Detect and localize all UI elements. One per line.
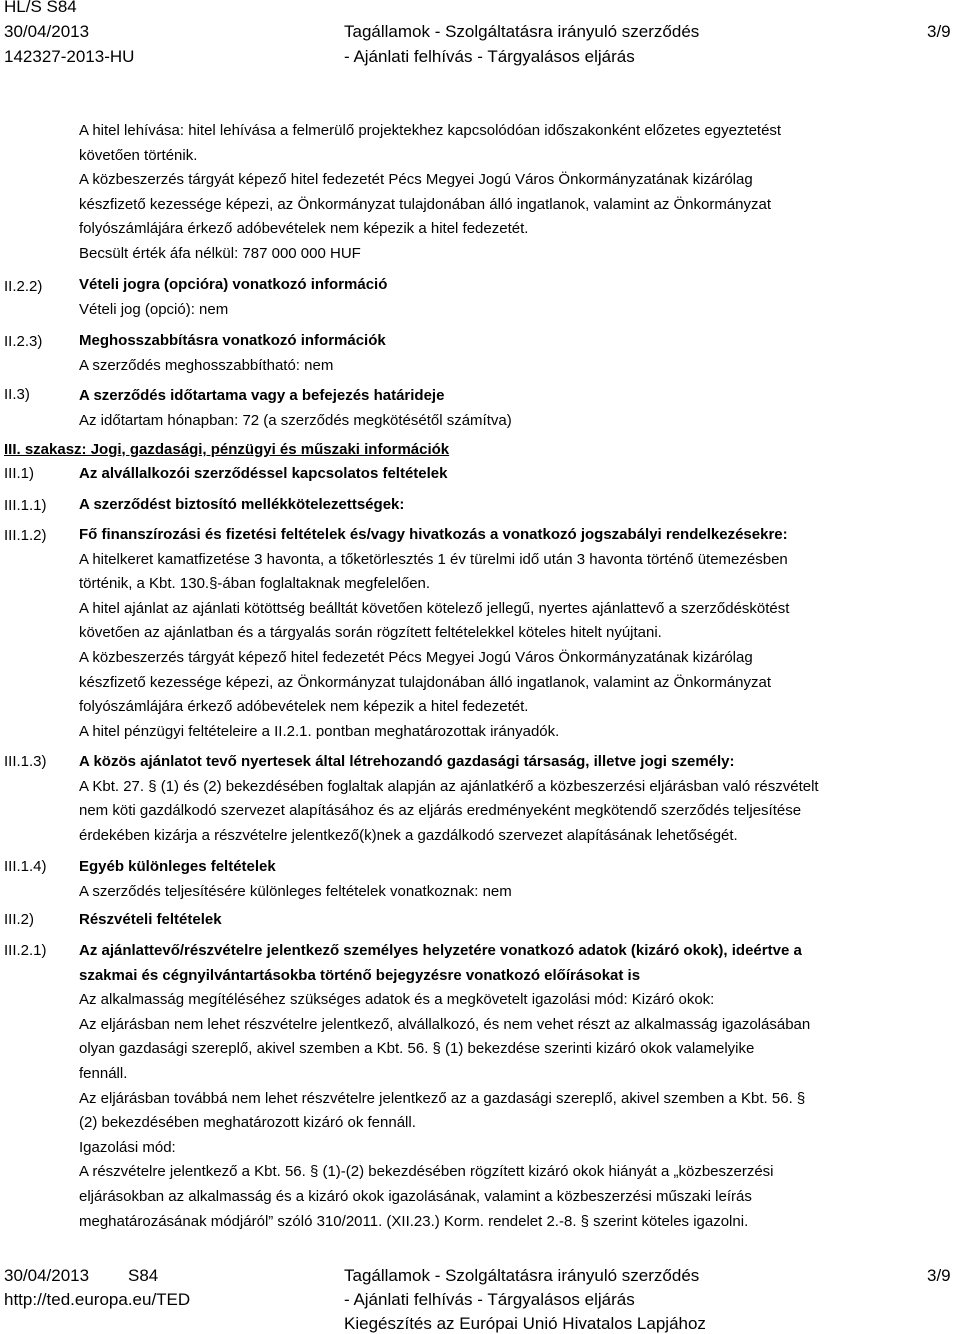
section-heading: Részvételi feltételek bbox=[79, 911, 222, 928]
section-number-iii1: III.1) bbox=[4, 465, 35, 482]
section-number-iii2: III.2) bbox=[4, 911, 35, 928]
section-number-iii12: III.1.2) bbox=[4, 527, 47, 544]
header-date: 30/04/2013 bbox=[4, 22, 90, 41]
header-title-line1: Tagállamok - Szolgáltatásra irányuló szerződés bbox=[344, 22, 700, 41]
section-line: A hitel ajánlat az ajánlati kötöttség beálltát követően kötelező jellegű, nyertes ajánlattevő a szerződéskötést bbox=[79, 599, 790, 617]
section-number-iii11: III.1.1) bbox=[4, 497, 47, 514]
section-line: Az eljárásban továbbá nem lehet részvételre jelentkező az a gazdasági szereplő, akivel szemben a Kbt. 56. § bbox=[79, 1089, 806, 1107]
section-line: A Kbt. 27. § (1) és (2) bekezdésében foglaltak alapján az ajánlatkérő a közbeszerzési eljárásban való részvételt bbox=[79, 777, 819, 795]
section-iii1 bbox=[79, 462, 955, 487]
intro-line: folyószámlájára érkező adóbevételek nem képezik a hitel fedezetét. bbox=[79, 220, 529, 238]
section-line: történik, a Kbt. 130.§-ában foglaltaknak megfelelően. bbox=[79, 575, 431, 593]
section-line: Az alkalmasság megítéléséhez szükséges adatok és a megkövetelt igazolási mód: Kizáró okok: bbox=[79, 991, 715, 1009]
section-heading: A szerződést biztosító mellékkötelezettségek: bbox=[79, 496, 405, 513]
section-line: (2) bekezdésében meghatározott kizáró ok fennáll. bbox=[79, 1114, 416, 1132]
section-heading: Vételi jogra (opcióra) vonatkozó információ bbox=[79, 276, 388, 293]
section-text: A szerződés teljesítésére különleges feltételek vonatkoznak: nem bbox=[79, 882, 512, 900]
section-line: olyan gazdasági szereplő, akivel szemben a Kbt. 56. § (1) bekezdése szerinti kizáró okok valamelyike bbox=[79, 1040, 755, 1058]
section-heading: Meghosszabbításra vonatkozó információk bbox=[79, 332, 386, 349]
section-text: Vételi jog (opció): nem bbox=[79, 300, 229, 318]
section-iii11 bbox=[79, 493, 955, 518]
section-ii3 bbox=[79, 384, 955, 433]
section-text: Az időtartam hónapban: 72 (a szerződés megkötésétől számítva) bbox=[79, 411, 512, 429]
section-iii21 bbox=[79, 939, 955, 1234]
doc-code: HL/S S84 bbox=[4, 0, 77, 16]
section-heading: Fő finanszírozási és fizetési feltételek és/vagy hivatkozás a vonatkozó jogszabályi rendelkezésekre: bbox=[79, 526, 788, 543]
section-line: meghatározásának módjáról” szóló 310/2011. (XII.23.) Korm. rendelet 2.-8. § szerint köteles igazolni. bbox=[79, 1212, 749, 1230]
intro-line: készfizető kezessége képezi, az Önkormányzat tulajdonában álló ingatlanok, valamint az Önkormányzat bbox=[79, 195, 772, 213]
section-line: Az eljárásban nem lehet részvételre jelentkező, alvállalkozó, és nem vehet részt az alkalmasság igazolásában bbox=[79, 1015, 811, 1033]
section-line: követően az ajánlatban és a tárgyalás során rögzített feltételekkel köteles hitelt nyújtani. bbox=[79, 624, 662, 642]
section-ii23 bbox=[79, 329, 955, 378]
section-line: A hitelkeret kamatfizetése 3 havonta, a tőketörlesztés 1 év türelmi idő után 3 havonta történő ütemezésben bbox=[79, 550, 788, 568]
section-number-iii13: III.1.3) bbox=[4, 753, 47, 770]
section-iii14 bbox=[79, 855, 955, 904]
estimated-value: Becsült érték áfa nélkül: 787 000 000 HUF bbox=[79, 244, 361, 262]
section-number-ii3: II.3) bbox=[4, 386, 30, 403]
section-number-iii21: III.2.1) bbox=[4, 942, 47, 959]
section-heading: A közös ajánlatot tevő nyertesek által létrehozandó gazdasági társaság, illetve jogi személy: bbox=[79, 753, 735, 770]
footer-url[interactable]: http://ted.europa.eu/TED bbox=[4, 1290, 191, 1309]
section-line: Igazolási mód: bbox=[79, 1138, 176, 1156]
section-iii12 bbox=[79, 523, 955, 744]
section-heading: Az alvállalkozói szerződéssel kapcsolatos feltételek bbox=[79, 465, 448, 482]
section-line: A közbeszerzés tárgyát képező hitel fedezetét Pécs Megyei Jogú Város Önkormányzatának kizárólag bbox=[79, 648, 753, 666]
section-heading: szakmai és cégnyilvántartásokba történő bejegyzésre vonatkozó előírásokat is bbox=[79, 966, 641, 984]
section-number-iii14: III.1.4) bbox=[4, 858, 47, 875]
footer-page-number: 3/9 bbox=[927, 1266, 951, 1285]
footer-title-line2: - Ajánlati felhívás - Tárgyalásos eljárás bbox=[344, 1290, 635, 1309]
section-line: készfizető kezessége képezi, az Önkormányzat tulajdonában álló ingatlanok, valamint az Önkormányzat bbox=[79, 673, 772, 691]
section-iii13 bbox=[79, 750, 955, 848]
intro-line: követően történik. bbox=[79, 146, 198, 164]
section-line: folyószámlájára érkező adóbevételek nem képezik a hitel fedezetét. bbox=[79, 698, 529, 716]
notice-id: 142327-2013-HU bbox=[4, 47, 135, 66]
footer-title-line1: Tagállamok - Szolgáltatásra irányuló szerződés bbox=[344, 1266, 700, 1285]
section-heading: Egyéb különleges feltételek bbox=[79, 858, 276, 875]
footer-series: S84 bbox=[128, 1266, 159, 1285]
footer-title-line3: Kiegészítés az Európai Unió Hivatalos Lapjához bbox=[344, 1314, 706, 1333]
section-number-ii22: II.2.2) bbox=[4, 278, 43, 295]
section-number-ii23: II.2.3) bbox=[4, 333, 43, 350]
section-iii2 bbox=[79, 908, 955, 933]
section-line: A részvételre jelentkező a Kbt. 56. § (1)-(2) bekezdésében rögzített kizáró okok hiányát a „közbeszerzési bbox=[79, 1163, 774, 1181]
section-line: fennáll. bbox=[79, 1064, 128, 1082]
intro-line: A közbeszerzés tárgyát képező hitel fedezetét Pécs Megyei Jogú Város Önkormányzatának kizárólag bbox=[79, 171, 753, 189]
header-title-line2: - Ajánlati felhívás - Tárgyalásos eljárás bbox=[344, 47, 635, 66]
section-text: A szerződés meghosszabbítható: nem bbox=[79, 356, 334, 374]
section-ii22 bbox=[79, 273, 955, 322]
section-line: eljárásokban az alkalmasság és a kizáró okok igazolásának, valamint a közbeszerzési műszaki leírás bbox=[79, 1187, 752, 1205]
section-heading: A szerződés időtartama vagy a befejezés határideje bbox=[79, 387, 445, 404]
section-line: érdekében kizárja a részvételre jelentkező(k)nek a gazdálkodó szervezet alapításának lehetőségét. bbox=[79, 826, 738, 844]
intro-line: A hitel lehívása: hitel lehívása a felmerülő projektekhez kapcsolódóan időszakonként előzetes egyeztetést bbox=[79, 122, 782, 139]
section-line: A hitel pénzügyi feltételeire a II.2.1. pontban meghatározottak irányadók. bbox=[79, 722, 560, 740]
footer-date: 30/04/2013 bbox=[4, 1266, 90, 1285]
section-heading: Az ajánlattevő/részvételre jelentkező személyes helyzetére vonatkozó adatok (kizáró okok), ideértve a bbox=[79, 942, 802, 959]
section-line: nem köti gazdálkodó szervezet alapításához és az eljárás eredményeként megkötendő szerződés teljesítése bbox=[79, 802, 802, 820]
header-page-number: 3/9 bbox=[927, 22, 951, 41]
section-iii-heading: III. szakasz: Jogi, gazdasági, pénzügyi és műszaki információk bbox=[4, 441, 450, 458]
intro-block bbox=[79, 119, 955, 267]
